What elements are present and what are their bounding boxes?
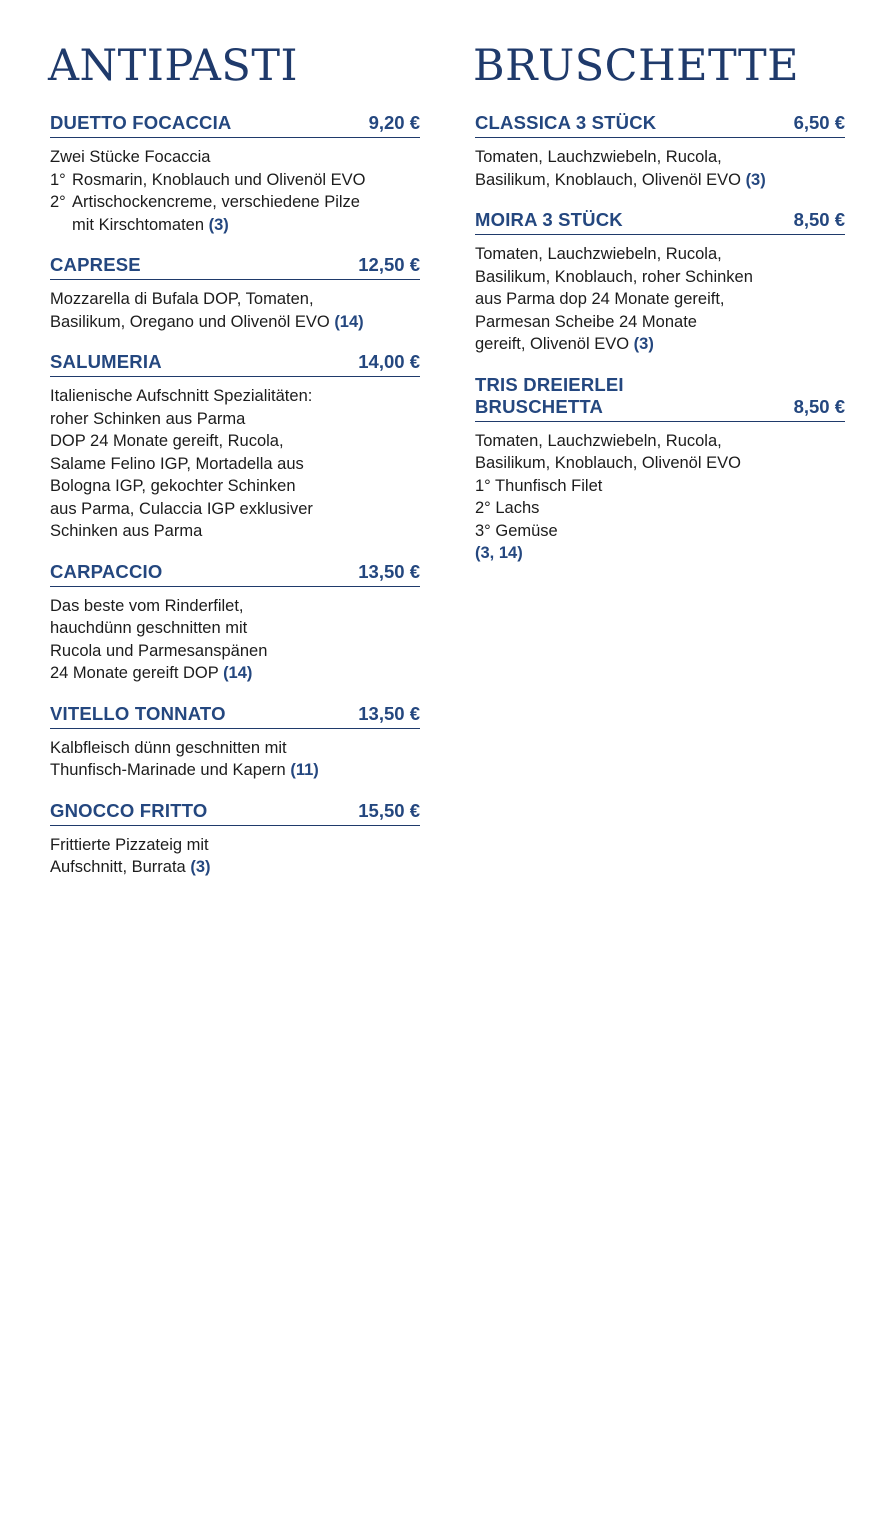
description-text: gereift, Olivenöl EVO [475, 335, 630, 353]
description-line: Italienische Aufschnitt Spezialitäten: [50, 387, 313, 405]
description-line: aus Parma dop 24 Monate gereift, [475, 290, 725, 308]
item-name: TRIS DREIERLEI BRUSCHETTA [475, 373, 624, 417]
description-line: Zwei Stücke Focaccia [50, 148, 211, 166]
description-text: Thunfisch-Marinade und Kapern [50, 761, 286, 779]
indented-line [50, 214, 420, 237]
description-line: Basilikum, Knoblauch, roher Schinken [475, 267, 753, 286]
item-price: 8,50 € [793, 209, 845, 230]
menu-item-carpaccio [50, 561, 420, 685]
item-price: 12,50 € [358, 254, 420, 275]
allergen-codes: (3) [633, 335, 654, 353]
item-name: CAPRESE [50, 254, 141, 275]
description-line: hauchdünn geschnitten mit [50, 619, 248, 637]
menu-item-tris-dreierlei [475, 374, 845, 565]
description-line [50, 759, 420, 782]
item-name: MOIRA 3 STÜCK [475, 209, 623, 230]
description-line: Tomaten, Lauchzwiebeln, Rucola, [475, 431, 722, 450]
description-line: roher Schinken aus Parma [50, 409, 246, 428]
description-text: Basilikum, Oregano und Olivenöl EVO [50, 312, 330, 331]
numbered-text: Artischockencreme, verschiedene Pilze [72, 193, 360, 211]
numbered-line [50, 191, 420, 214]
allergen-codes: (11) [290, 761, 319, 779]
allergen-codes: (3) [208, 215, 229, 234]
item-description [475, 146, 845, 191]
description-line: Salame Felino IGP, Mortadella aus [50, 454, 304, 473]
item-description [475, 243, 845, 356]
item-price: 6,50 € [793, 112, 845, 133]
number-marker: 2° [50, 193, 66, 211]
item-price: 15,50 € [358, 799, 420, 821]
description-text: Basilikum, Knoblauch, Olivenöl EVO [475, 170, 741, 189]
item-header [50, 561, 420, 587]
description-line: 3° Gemüse [475, 521, 558, 540]
item-name: GNOCCO FRITTO [50, 799, 208, 821]
description-line [50, 311, 420, 334]
description-line: Rucola und Parmesanspänen [50, 641, 268, 660]
item-name: CLASSICA 3 STÜCK [475, 112, 657, 133]
description-line: Tomaten, Lauchzwiebeln, Rucola, [475, 148, 722, 166]
item-header [50, 800, 420, 826]
description-line: aus Parma, Culaccia IGP exklusiver [50, 499, 313, 518]
description-line [50, 662, 420, 685]
menu-item-gnocco-fritto [50, 800, 420, 879]
item-price: 14,00 € [358, 351, 420, 372]
item-name: SALUMERIA [50, 351, 162, 372]
item-description [475, 430, 845, 565]
bruschette-column [475, 38, 845, 583]
item-price: 13,50 € [358, 702, 420, 724]
item-description [50, 146, 420, 236]
item-description [50, 595, 420, 685]
description-text: 24 Monate gereift DOP [50, 664, 219, 682]
item-header [50, 112, 420, 138]
description-line: Das beste vom Rinderfilet, [50, 596, 244, 615]
description-line [475, 169, 845, 192]
item-header [475, 112, 845, 138]
description-line: DOP 24 Monate gereift, Rucola, [50, 432, 284, 450]
item-header [475, 374, 845, 422]
numbered-text: mit Kirschtomaten [72, 215, 205, 234]
numbered-text: Rosmarin, Knoblauch und Olivenöl EVO [72, 170, 366, 189]
description-text: Aufschnitt, Burrata [50, 858, 186, 876]
description-line [475, 333, 845, 356]
item-header [50, 254, 420, 280]
description-line [50, 856, 420, 879]
item-header [50, 351, 420, 377]
description-line: Schinken aus Parma [50, 522, 203, 540]
number-marker: 1° [50, 170, 66, 189]
item-price: 13,50 € [358, 560, 420, 582]
menu-item-salumeria [50, 351, 420, 543]
item-description [50, 288, 420, 333]
menu-item-moira [475, 209, 845, 356]
allergen-codes: (3) [190, 858, 211, 876]
allergen-codes: (3, 14) [475, 544, 523, 562]
antipasti-title: ANTIPASTI [48, 41, 299, 91]
antipasti-column [50, 38, 420, 897]
description-line: Mozzarella di Bufala DOP, Tomaten, [50, 290, 314, 308]
description-line: 1° Thunfisch Filet [475, 476, 603, 495]
item-price: 9,20 € [368, 112, 420, 133]
menu-item-caprese [50, 254, 420, 333]
item-name: DUETTO FOCACCIA [50, 112, 232, 133]
item-header [475, 209, 845, 235]
description-line: Parmesan Scheibe 24 Monate [475, 312, 697, 331]
item-description [50, 737, 420, 782]
allergen-codes: (14) [334, 312, 364, 331]
menu-item-classica [475, 112, 845, 191]
description-line: Bologna IGP, gekochter Schinken [50, 477, 296, 495]
description-line: Basilikum, Knoblauch, Olivenöl EVO [475, 454, 741, 472]
item-name: CARPACCIO [50, 560, 163, 582]
menu-item-vitello-tonnato [50, 703, 420, 782]
numbered-line [50, 169, 420, 192]
item-description [50, 385, 420, 543]
description-line: Tomaten, Lauchzwiebeln, Rucola, [475, 245, 722, 263]
allergen-codes: (3) [745, 170, 766, 189]
allergen-codes: (14) [223, 664, 253, 682]
description-line: Frittierte Pizzateig mit [50, 835, 209, 854]
description-line: Kalbfleisch dünn geschnitten mit [50, 738, 287, 757]
item-name: VITELLO TONNATO [50, 702, 226, 724]
menu-item-duetto-focaccia [50, 112, 420, 236]
bruschette-title: BRUSCHETTE [473, 41, 800, 91]
item-description [50, 834, 420, 879]
item-price: 8,50 € [793, 395, 845, 417]
item-header [50, 703, 420, 729]
description-line: 2° Lachs [475, 499, 540, 517]
